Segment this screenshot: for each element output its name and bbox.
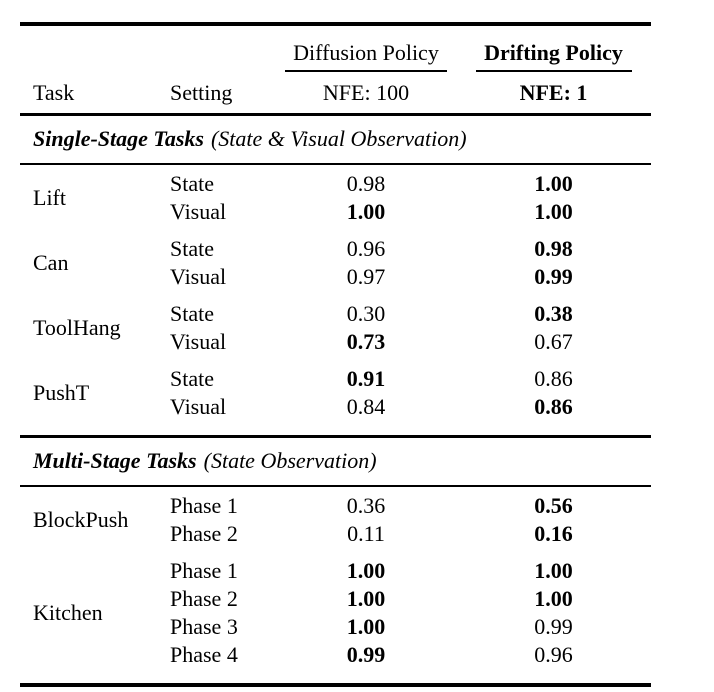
bottom-rule bbox=[20, 683, 651, 687]
task-name: BlockPush bbox=[33, 507, 129, 533]
drifting-policy-value: 1.00 bbox=[534, 558, 573, 584]
table-row bbox=[170, 520, 651, 548]
table-row bbox=[170, 585, 651, 613]
task-rows bbox=[170, 557, 651, 669]
table-row bbox=[170, 613, 651, 641]
drifting-policy-value: 0.99 bbox=[534, 614, 573, 640]
table-sections bbox=[20, 116, 651, 684]
diffusion-policy-cmidrule bbox=[285, 70, 447, 72]
task-group bbox=[20, 170, 651, 226]
diffusion-policy-value: 0.99 bbox=[346, 642, 386, 668]
drifting-policy-cmidrule bbox=[476, 70, 632, 72]
table-row bbox=[170, 235, 651, 263]
setting-label: Phase 1 bbox=[170, 558, 238, 584]
diffusion-policy-value: 0.96 bbox=[346, 236, 386, 262]
task-group bbox=[20, 235, 651, 291]
section-subtitle: (State & Visual Observation) bbox=[210, 126, 467, 152]
column-header-setting: Setting bbox=[170, 79, 233, 105]
section-title: Multi-Stage Tasks bbox=[33, 448, 197, 474]
drifting-policy-value: 0.86 bbox=[534, 366, 573, 392]
drifting-policy-value: 0.16 bbox=[534, 521, 573, 547]
task-name: ToolHang bbox=[33, 315, 121, 341]
section-subtitle: (State Observation) bbox=[203, 448, 377, 474]
drifting-policy-value: 0.86 bbox=[534, 394, 573, 420]
table-row bbox=[170, 328, 651, 356]
drifting-policy-value: 0.56 bbox=[534, 493, 573, 519]
setting-label: State bbox=[170, 236, 214, 262]
table-row bbox=[170, 365, 651, 393]
task-group bbox=[20, 492, 651, 548]
setting-label: Phase 4 bbox=[170, 642, 238, 668]
drifting-policy-value: 0.67 bbox=[534, 329, 573, 355]
setting-label: Phase 2 bbox=[170, 521, 238, 547]
diffusion-policy-value: 0.84 bbox=[346, 394, 386, 420]
table-row bbox=[170, 393, 651, 421]
task-name: Lift bbox=[33, 185, 66, 211]
setting-label: Visual bbox=[170, 264, 227, 290]
task-rows bbox=[170, 300, 651, 356]
diffusion-policy-value: 0.30 bbox=[346, 301, 386, 327]
table-row bbox=[170, 641, 651, 669]
column-group-diffusion-policy bbox=[276, 40, 456, 72]
setting-label: Visual bbox=[170, 394, 227, 420]
setting-label: Visual bbox=[170, 199, 227, 225]
column-header-diffusion-policy: Diffusion Policy bbox=[293, 39, 439, 65]
table-row bbox=[170, 263, 651, 291]
diffusion-policy-value: 0.11 bbox=[347, 521, 385, 547]
diffusion-policy-value: 0.97 bbox=[346, 264, 386, 290]
drifting-policy-value: 1.00 bbox=[534, 199, 573, 225]
column-header-task: Task bbox=[33, 79, 75, 105]
task-rows bbox=[170, 492, 651, 548]
task-rows bbox=[170, 235, 651, 291]
task-name: PushT bbox=[33, 380, 90, 406]
setting-label: Phase 3 bbox=[170, 614, 238, 640]
setting-label: Visual bbox=[170, 329, 227, 355]
drifting-policy-value: 0.98 bbox=[534, 236, 573, 262]
table-row bbox=[170, 198, 651, 226]
task-rows bbox=[170, 365, 651, 421]
section-body bbox=[20, 487, 651, 683]
drifting-policy-value: 1.00 bbox=[534, 171, 573, 197]
task-name: Can bbox=[33, 250, 69, 276]
diffusion-policy-value: 1.00 bbox=[346, 199, 386, 225]
table-row bbox=[170, 170, 651, 198]
diffusion-policy-value: 0.36 bbox=[346, 493, 386, 519]
task-group bbox=[20, 557, 651, 669]
drifting-policy-value: 0.96 bbox=[534, 642, 573, 668]
diffusion-policy-value: 1.00 bbox=[346, 558, 386, 584]
drifting-policy-value: 0.38 bbox=[534, 301, 573, 327]
section-header bbox=[20, 116, 651, 163]
column-header-nfe-1: NFE: 1 bbox=[519, 79, 588, 105]
task-name: Kitchen bbox=[33, 600, 103, 626]
task-group bbox=[20, 300, 651, 356]
drifting-policy-value: 1.00 bbox=[534, 586, 573, 612]
column-group-drifting-policy bbox=[456, 40, 651, 72]
diffusion-policy-value: 0.73 bbox=[346, 329, 386, 355]
column-header-row bbox=[20, 72, 651, 113]
table-row bbox=[170, 557, 651, 585]
setting-label: Phase 1 bbox=[170, 493, 238, 519]
diffusion-policy-value: 0.98 bbox=[346, 171, 386, 197]
setting-label: State bbox=[170, 171, 214, 197]
drifting-policy-value: 0.99 bbox=[534, 264, 573, 290]
results-table bbox=[20, 22, 651, 687]
setting-label: State bbox=[170, 301, 214, 327]
diffusion-policy-value: 1.00 bbox=[346, 614, 386, 640]
setting-label: Phase 2 bbox=[170, 586, 238, 612]
diffusion-policy-value: 1.00 bbox=[346, 586, 386, 612]
column-header-drifting-policy: Drifting Policy bbox=[484, 39, 623, 65]
method-header-row bbox=[20, 26, 651, 72]
table-row bbox=[170, 492, 651, 520]
table-row bbox=[170, 300, 651, 328]
section-title: Single-Stage Tasks bbox=[33, 126, 204, 152]
task-group bbox=[20, 365, 651, 421]
diffusion-policy-value: 0.91 bbox=[346, 366, 386, 392]
section-header bbox=[20, 438, 651, 485]
task-rows bbox=[170, 170, 651, 226]
column-header-nfe-100: NFE: 100 bbox=[322, 79, 410, 105]
section-body bbox=[20, 165, 651, 435]
setting-label: State bbox=[170, 366, 214, 392]
